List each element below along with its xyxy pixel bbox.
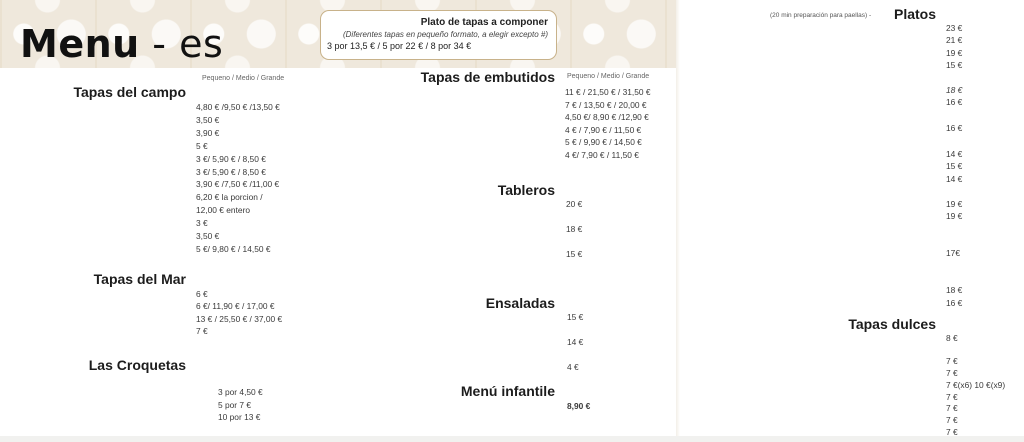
item-price: 11 € / 21,50 € / 31,50 € <box>565 87 651 97</box>
size-hint-embutidos: Pequeno / Medio / Grande <box>567 73 650 80</box>
section-title-infantil: Menú infantile <box>460 383 555 399</box>
item-price: 16 € <box>946 97 963 108</box>
section-title-platos: Platos <box>893 6 936 22</box>
item-price: 7 € <box>946 414 958 425</box>
item-price: 14 € <box>567 337 584 348</box>
item-price: 8,90 € <box>567 401 591 411</box>
item-price: 14 € <box>946 149 963 159</box>
item-price: 15 € <box>946 161 963 172</box>
item-price: 5 € <box>196 140 208 151</box>
item-price: 21 € <box>946 35 963 46</box>
item-price: 3 € <box>196 218 208 229</box>
size-hint-campo: Pequeno / Medio / Grande <box>202 75 285 82</box>
item-price: 10 por 13 € <box>218 412 261 423</box>
item-price: 15 € <box>567 312 584 322</box>
item-price: 18 € <box>946 285 963 296</box>
item-price: 4 €/ 7,90 € / 11,50 € <box>565 149 639 160</box>
item-price: 4 € <box>567 362 579 373</box>
item-price: 19 € <box>946 47 963 58</box>
compose-subtitle: (Diferentes tapas en pequeño formato, a elegir excepto #) <box>342 30 548 39</box>
item-price: 3,90 € /7,50 € /11,00 € <box>196 179 280 190</box>
item-price: 3,90 € <box>196 127 220 138</box>
item-price: 14 € <box>946 173 963 184</box>
item-price: 13 € / 25,50 € / 37,00 € <box>196 313 283 324</box>
item-price: 7 € / 13,50 € / 20,00 € <box>565 99 647 110</box>
item-price: 20 € <box>566 199 583 209</box>
item-price: 15 € <box>566 249 583 259</box>
item-price: 3 €/ 5,90 € / 8,50 € <box>196 153 266 164</box>
section-title-tapas-campo: Tapas del campo <box>73 84 186 100</box>
item-price: 6,20 € la porcion / <box>196 192 263 203</box>
item-price: 19 € <box>946 198 963 209</box>
compose-plate-box <box>320 10 557 60</box>
tile-band-edge <box>676 0 680 442</box>
section-title-tableros: Tableros <box>497 182 555 198</box>
section-title-croquetas: Las Croquetas <box>88 357 186 373</box>
item-price: 7 € <box>946 426 958 437</box>
item-price: 6 € <box>196 289 208 299</box>
item-price: 7 € <box>946 368 958 379</box>
item-price: 18 € <box>566 224 583 234</box>
item-price: 7 € <box>946 391 958 402</box>
paella-note: (20 min preparación para paellas) - <box>770 12 872 19</box>
page-title: Menu - es <box>20 22 224 66</box>
section-title-dulces: Tapas dulces <box>848 316 936 332</box>
item-price: 16 € <box>946 297 963 308</box>
compose-price: 3 por 13,5 € / 5 por 22 € / 8 por 34 € <box>327 41 472 51</box>
item-price: 23 € <box>946 23 963 33</box>
item-price: 3,50 € <box>196 231 220 241</box>
section-title-tapas-mar: Tapas del Mar <box>93 271 186 287</box>
section-title-embutidos: Tapas de embutidos <box>420 69 555 85</box>
item-price: 7 € <box>946 403 958 414</box>
item-price: 16 € <box>946 123 963 134</box>
section-title-ensaladas: Ensaladas <box>485 295 555 311</box>
item-price: 5 € / 9,90 € / 14,50 € <box>565 137 642 147</box>
item-price: 4,80 € /9,50 € /13,50 € <box>196 102 280 112</box>
item-price: 7 € <box>946 356 958 367</box>
item-price: 4 € / 7,90 € / 11,50 € <box>565 124 642 135</box>
item-price: 5 €/ 9,80 € / 14,50 € <box>196 243 271 254</box>
item-price: 7 €(x6) 10 €(x9) <box>946 379 1006 390</box>
compose-title: Plato de tapas a componer <box>420 17 548 28</box>
item-price: 19 € <box>946 211 963 221</box>
item-price: 3 €/ 5,90 € / 8,50 € <box>196 166 266 177</box>
item-price: 6 €/ 11,90 € / 17,00 € <box>196 301 275 312</box>
item-price: 8 € <box>946 333 958 343</box>
item-price: 3 por 4,50 € <box>218 387 263 398</box>
item-price: 12,00 € entero <box>196 205 251 216</box>
item-price: 17€ <box>946 248 960 259</box>
item-price: 4,50 €/ 8,90 € /12,90 € <box>565 112 649 122</box>
item-price: 3,50 € <box>196 114 220 125</box>
item-price: 7 € <box>196 326 208 337</box>
bottom-strip <box>0 436 1024 442</box>
item-price: 15 € <box>946 60 963 71</box>
item-price: 18 € <box>946 85 963 95</box>
item-price: 5 por 7 € <box>218 399 252 410</box>
